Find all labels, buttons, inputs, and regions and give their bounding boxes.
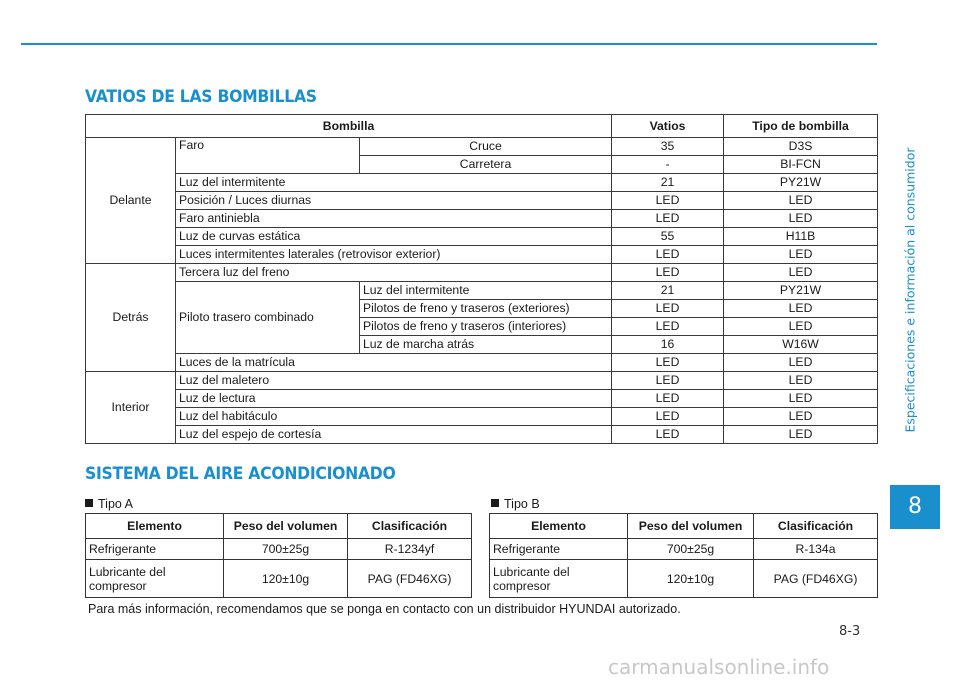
row-label: Luz de lectura	[176, 390, 612, 408]
row-watts: LED	[612, 264, 724, 282]
table-header-row	[490, 514, 878, 539]
row-label: Luz del habitáculo	[176, 408, 612, 426]
row-sublabel: Pilotos de freno y traseros (interiores)	[360, 318, 612, 336]
bullet-square-icon	[85, 499, 93, 507]
row-label: Luz de curvas estática	[176, 228, 612, 246]
type-a-label	[85, 497, 133, 511]
header-bulb: Bombilla	[86, 115, 612, 138]
chapter-side-title-text: Especificaciones e información al consumidor	[902, 147, 918, 433]
table-row	[86, 228, 878, 246]
cell-element: Lubricante del compresor	[490, 560, 628, 598]
row-watts: LED	[612, 192, 724, 210]
header-class: Clasificación	[348, 514, 472, 539]
row-watts: -	[612, 156, 724, 174]
row-label: Luz del espejo de cortesía	[176, 426, 612, 444]
table-row	[86, 138, 878, 156]
header-watts: Vatios	[612, 115, 724, 138]
bullet-square-icon	[491, 499, 499, 507]
row-watts: LED	[612, 390, 724, 408]
row-type: LED	[724, 354, 878, 372]
row-label: Tercera luz del freno	[176, 264, 612, 282]
ac-type-a-table	[85, 513, 472, 598]
row-type: LED	[724, 210, 878, 228]
table-header-row	[86, 115, 878, 138]
page-number: 8-3	[839, 624, 861, 639]
bulb-wattage-table	[85, 114, 878, 444]
cell-volume: 700±25g	[628, 539, 754, 560]
header-volume: Peso del volumen	[628, 514, 754, 539]
row-type: H11B	[724, 228, 878, 246]
type-b-text: Tipo B	[504, 497, 540, 511]
row-watts: LED	[612, 372, 724, 390]
row-label: Faro	[176, 138, 360, 174]
row-type: PY21W	[724, 174, 878, 192]
row-sublabel: Pilotos de freno y traseros (exteriores)	[360, 300, 612, 318]
table-row	[86, 560, 472, 598]
header-element: Elemento	[86, 514, 224, 539]
header-class: Clasificación	[754, 514, 878, 539]
group-interior: Interior	[86, 372, 176, 444]
row-label: Luz del intermitente	[176, 174, 612, 192]
header-element: Elemento	[490, 514, 628, 539]
row-watts: 35	[612, 138, 724, 156]
dealer-contact-note: Para más información, recomendamos que se ponga en contacto con un distribuidor HYUNDAI autorizado.	[88, 602, 681, 616]
table-row	[86, 390, 878, 408]
row-watts: 21	[612, 174, 724, 192]
row-sublabel: Cruce	[360, 138, 612, 156]
chapter-side-title	[897, 100, 923, 480]
top-rule	[21, 43, 877, 45]
row-type: BI-FCN	[724, 156, 878, 174]
row-type: LED	[724, 372, 878, 390]
table-row	[86, 174, 878, 192]
row-watts: LED	[612, 210, 724, 228]
row-type: LED	[724, 246, 878, 264]
cell-volume: 120±10g	[628, 560, 754, 598]
table-row	[86, 426, 878, 444]
cell-volume: 120±10g	[224, 560, 348, 598]
cell-class: R-134a	[754, 539, 878, 560]
row-watts: LED	[612, 246, 724, 264]
cell-element: Refrigerante	[86, 539, 224, 560]
row-sublabel: Luz del intermitente	[360, 282, 612, 300]
row-type: LED	[724, 300, 878, 318]
header-type: Tipo de bombilla	[724, 115, 878, 138]
table-row	[86, 282, 878, 300]
row-label: Luces de la matrícula	[176, 354, 612, 372]
row-type: LED	[724, 318, 878, 336]
type-b-label	[491, 497, 540, 511]
cell-volume: 700±25g	[224, 539, 348, 560]
row-watts: 55	[612, 228, 724, 246]
row-watts: LED	[612, 318, 724, 336]
row-type: D3S	[724, 138, 878, 156]
table-row	[490, 560, 878, 598]
table-row	[86, 408, 878, 426]
row-type: LED	[724, 192, 878, 210]
table-row	[86, 210, 878, 228]
table-row	[86, 539, 472, 560]
chapter-number-badge: 8	[890, 485, 940, 529]
header-volume: Peso del volumen	[224, 514, 348, 539]
row-watts: LED	[612, 300, 724, 318]
watermark: carmanualsonline.info	[608, 655, 830, 679]
cell-class: R-1234yf	[348, 539, 472, 560]
row-label: Luz del maletero	[176, 372, 612, 390]
row-label: Piloto trasero combinado	[176, 282, 360, 354]
row-type: LED	[724, 264, 878, 282]
row-type: PY21W	[724, 282, 878, 300]
group-rear: Detrás	[86, 264, 176, 372]
table-row	[86, 192, 878, 210]
table-header-row	[86, 514, 472, 539]
row-type: LED	[724, 426, 878, 444]
row-watts: LED	[612, 408, 724, 426]
row-sublabel: Luz de marcha atrás	[360, 336, 612, 354]
cell-element: Lubricante del compresor	[86, 560, 224, 598]
row-label: Luces intermitentes laterales (retrovisor exterior)	[176, 246, 612, 264]
row-type: LED	[724, 390, 878, 408]
row-watts: 16	[612, 336, 724, 354]
row-sublabel: Carretera	[360, 156, 612, 174]
cell-element: Refrigerante	[490, 539, 628, 560]
table-row	[86, 264, 878, 282]
cell-class: PAG (FD46XG)	[754, 560, 878, 598]
table-row	[86, 372, 878, 390]
row-type: LED	[724, 408, 878, 426]
table-row	[86, 354, 878, 372]
row-label: Posición / Luces diurnas	[176, 192, 612, 210]
cell-class: PAG (FD46XG)	[348, 560, 472, 598]
group-front: Delante	[86, 138, 176, 264]
bulb-wattage-heading: VATIOS DE LAS BOMBILLAS	[85, 87, 317, 107]
row-watts: LED	[612, 354, 724, 372]
row-label: Faro antiniebla	[176, 210, 612, 228]
row-watts: LED	[612, 426, 724, 444]
ac-system-heading: SISTEMA DEL AIRE ACONDICIONADO	[85, 464, 396, 484]
row-watts: 21	[612, 282, 724, 300]
table-row	[86, 246, 878, 264]
row-type: W16W	[724, 336, 878, 354]
type-a-text: Tipo A	[98, 497, 133, 511]
table-row	[490, 539, 878, 560]
ac-type-b-table	[489, 513, 878, 598]
